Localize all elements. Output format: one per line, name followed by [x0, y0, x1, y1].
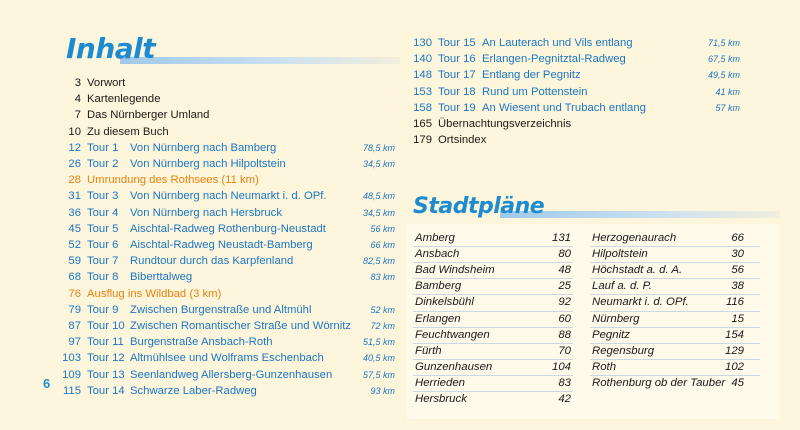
city-name: Bamberg: [415, 280, 462, 293]
contents-heading-bar: [120, 57, 400, 64]
toc-page-number: 179: [413, 134, 432, 147]
city-map-entry[interactable]: [592, 312, 744, 328]
toc-tour-label: Tour 18: [438, 85, 476, 98]
toc-entry[interactable]: [410, 67, 740, 83]
city-name: Hilpoltstein: [592, 248, 648, 261]
city-name: Fürth: [415, 344, 442, 357]
toc-title: Zwischen Romantischer Straße und Wörnitz: [130, 320, 351, 332]
toc-title: Vorwort: [87, 77, 126, 89]
toc-tour-label: Tour 8: [87, 271, 119, 284]
toc-entry[interactable]: [55, 253, 395, 269]
city-map-entry[interactable]: [415, 328, 571, 344]
toc-tour-label: Tour 3: [87, 190, 119, 203]
toc-distance: 41 km: [715, 86, 740, 97]
toc-title: Altmühlsee und Wolframs Eschenbach: [130, 352, 324, 365]
toc-distance: 78,5 km: [362, 142, 395, 153]
toc-page-number: 153: [413, 85, 432, 98]
city-name: Gunzenhausen: [415, 360, 493, 373]
toc-title: Das Nürnberger Umland: [87, 109, 210, 122]
city-map-entry[interactable]: [415, 247, 571, 263]
contents-heading: Inhalt: [66, 32, 156, 65]
toc-entry[interactable]: [410, 100, 740, 116]
toc-distance: 34,5 km: [362, 159, 395, 169]
toc-page-number: 158: [413, 101, 432, 114]
toc-distance: 71,5 km: [707, 38, 740, 48]
toc-entry[interactable]: [55, 237, 395, 253]
toc-entry[interactable]: [55, 318, 395, 334]
toc-entry[interactable]: [55, 124, 395, 140]
toc-title: Burgenstraße Ansbach-Roth: [130, 336, 273, 349]
toc-distance: 72 km: [370, 321, 395, 331]
toc-tour-label: Tour 9: [87, 303, 119, 316]
toc-entry[interactable]: [55, 367, 395, 383]
toc-title: Von Nürnberg nach Bamberg: [130, 141, 277, 154]
toc-page-number: 109: [62, 368, 81, 381]
toc-tour-label: Tour 19: [438, 101, 476, 114]
toc-page-number: 68: [68, 271, 81, 284]
city-map-entry[interactable]: [592, 279, 744, 295]
toc-page-number: 130: [413, 37, 432, 49]
toc-distance: 57,5 km: [362, 369, 395, 380]
toc-entry[interactable]: [55, 350, 395, 366]
toc-title: Seenlandweg Allersberg-Gunzenhausen: [130, 368, 333, 381]
city-name: Rothenburg ob der Tauber: [592, 376, 726, 389]
city-page-number: 131: [551, 232, 571, 244]
toc-page-number: 26: [68, 158, 81, 170]
toc-page-number: 103: [62, 352, 81, 365]
toc-title: Schwarze Laber-Radweg: [130, 384, 257, 397]
city-name: Dinkelsbühl: [415, 296, 474, 309]
city-name: Feuchtwangen: [415, 328, 490, 341]
toc-tour-label: Tour 13: [87, 368, 125, 381]
toc-title: Entlang der Pegnitz: [482, 69, 581, 82]
city-name: Ansbach: [415, 248, 460, 261]
toc-page-number: 3: [74, 77, 81, 89]
toc-page-number: 115: [62, 384, 81, 397]
toc-tour-label: Tour 11: [87, 336, 124, 349]
toc-tour-label: Tour 5: [87, 222, 119, 235]
city-page-number: 88: [558, 328, 571, 341]
toc-title: Biberttalweg: [130, 271, 193, 284]
toc-distance: 56 km: [370, 223, 395, 234]
toc-page-number: 31: [68, 190, 81, 203]
page-number: 6: [43, 376, 51, 391]
toc-tour-label: Tour 10: [87, 320, 125, 332]
city-map-entry[interactable]: [592, 247, 744, 263]
city-name: Pegnitz: [592, 328, 630, 341]
toc-title: Übernachtungsverzeichnis: [438, 118, 572, 130]
toc-page-number: 45: [68, 222, 81, 235]
toc-title: Aischtal-Radweg Neustadt-Bamberg: [130, 239, 313, 251]
toc-tour-label: Tour 2: [87, 158, 119, 170]
toc-title: Umrundung des Rothsees (11 km): [87, 174, 259, 187]
city-name: Herzogenaurach: [592, 232, 677, 244]
toc-page-number: 52: [68, 239, 81, 251]
toc-distance: 51,5 km: [362, 337, 395, 348]
toc-page-number: 79: [68, 303, 81, 316]
city-map-entry[interactable]: [415, 295, 571, 311]
toc-title: Rundtour durch das Karpfenland: [130, 255, 294, 268]
city-map-entry[interactable]: [415, 263, 571, 279]
city-map-entry[interactable]: [415, 312, 571, 328]
city-name: Erlangen: [415, 312, 461, 325]
toc-entry[interactable]: [410, 84, 740, 100]
toc-page-number: 140: [413, 53, 432, 66]
toc-page-number: 10: [68, 125, 81, 138]
toc-entry[interactable]: [410, 132, 740, 148]
toc-page-number: 4: [74, 93, 81, 106]
city-page-number: 70: [558, 344, 571, 357]
toc-entry[interactable]: [55, 91, 395, 107]
city-map-entry[interactable]: [592, 295, 744, 311]
city-page-number: 129: [724, 344, 744, 357]
toc-page-number: 12: [68, 141, 81, 154]
toc-entry[interactable]: [55, 383, 395, 399]
toc-page-number: 148: [413, 69, 432, 82]
toc-entry[interactable]: [410, 35, 740, 51]
city-name: Neumarkt i. d. OPf.: [592, 296, 689, 309]
toc-title: Ortsindex: [438, 134, 487, 147]
city-page-number: 42: [558, 393, 571, 405]
city-page-number: 154: [724, 328, 744, 341]
city-page-number: 92: [558, 296, 571, 309]
city-name: Regensburg: [592, 344, 655, 357]
toc-title: Rund um Pottenstein: [482, 85, 588, 98]
city-name: Amberg: [415, 232, 455, 244]
city-map-entry[interactable]: [592, 263, 744, 279]
toc-distance: 34,5 km: [362, 207, 395, 218]
city-page-number: 60: [558, 312, 571, 325]
toc-title: Ausflug ins Wildbad (3 km): [87, 287, 222, 300]
city-name: Bad Windsheim: [415, 264, 495, 277]
city-map-entry[interactable]: [592, 360, 744, 376]
toc-entry[interactable]: [55, 334, 395, 350]
toc-title: Von Nürnberg nach Hersbruck: [130, 206, 282, 219]
toc-entry[interactable]: [55, 140, 395, 156]
city-map-entry[interactable]: [415, 376, 571, 392]
city-page-number: 66: [731, 232, 744, 244]
toc-tour-label: Tour 14: [87, 384, 125, 397]
toc-distance: 67,5 km: [707, 54, 740, 65]
city-page-number: 45: [731, 376, 744, 389]
toc-tour-label: Tour 12: [87, 352, 125, 365]
toc-distance: 52 km: [370, 304, 395, 315]
toc-distance: 40,5 km: [362, 353, 395, 364]
toc-page-number: 76: [68, 287, 81, 300]
toc-title: An Lauterach und Vils entlang: [482, 37, 633, 49]
toc-page-number: 165: [413, 118, 432, 130]
city-name: Roth: [592, 360, 617, 373]
toc-distance: 83 km: [370, 272, 395, 283]
toc-entry[interactable]: [55, 188, 395, 204]
city-name: Lauf a. d. P.: [592, 280, 652, 293]
toc-tour-label: Tour 4: [87, 206, 119, 219]
city-page-number: 83: [558, 376, 571, 389]
city-page-number: 25: [558, 280, 571, 293]
toc-page-number: 36: [68, 206, 81, 219]
city-maps-heading: Stadtpläne: [413, 194, 545, 219]
city-map-entry[interactable]: [592, 231, 744, 247]
toc-page-number: 97: [68, 336, 81, 349]
city-page-number: 30: [731, 248, 744, 261]
toc-entry[interactable]: [55, 302, 395, 318]
toc-entry[interactable]: [410, 116, 740, 132]
toc-tour-label: Tour 16: [438, 53, 476, 66]
toc-entry[interactable]: [55, 286, 395, 302]
toc-distance: 48,5 km: [362, 191, 395, 202]
city-page-number: 116: [725, 296, 744, 309]
toc-title: Zu diesem Buch: [87, 125, 169, 138]
toc-tour-label: Tour 1: [87, 141, 119, 154]
city-page-number: 48: [558, 264, 571, 277]
toc-entry[interactable]: [55, 75, 395, 91]
city-name: Höchstadt a. d. A.: [592, 264, 683, 277]
toc-title: Kartenlegende: [87, 93, 161, 106]
toc-tour-label: Tour 15: [438, 37, 476, 49]
city-name: Nürnberg: [592, 312, 640, 325]
city-map-entry[interactable]: [415, 231, 571, 247]
toc-entry[interactable]: [55, 221, 395, 237]
city-page-number: 104: [551, 360, 571, 373]
toc-entry[interactable]: [410, 51, 740, 67]
city-map-entry[interactable]: [415, 344, 571, 360]
city-map-entry[interactable]: [415, 360, 571, 376]
city-map-entry[interactable]: [415, 392, 571, 408]
toc-page-number: 87: [68, 320, 81, 332]
toc-distance: 93 km: [370, 385, 395, 396]
city-page-number: 15: [731, 312, 744, 325]
toc-tour-label: Tour 17: [438, 69, 476, 82]
city-map-entry[interactable]: [592, 328, 744, 344]
toc-distance: 82,5 km: [362, 256, 395, 267]
city-page-number: 38: [731, 280, 744, 293]
toc-distance: 49,5 km: [707, 70, 740, 81]
city-page-number: 102: [724, 360, 744, 373]
city-name: Hersbruck: [415, 393, 467, 405]
toc-title: Erlangen-Pegnitztal-Radweg: [482, 53, 626, 66]
toc-title: Von Nürnberg nach Hilpoltstein: [130, 158, 286, 170]
toc-title: Von Nürnberg nach Neumarkt i. d. OPf.: [130, 190, 327, 203]
toc-tour-label: Tour 6: [87, 239, 119, 251]
city-page-number: 80: [558, 248, 571, 261]
toc-title: Aischtal-Radweg Rothenburg-Neustadt: [130, 222, 326, 235]
toc-page-number: 28: [68, 174, 81, 187]
toc-entry[interactable]: [55, 269, 395, 285]
city-page-number: 56: [731, 264, 744, 277]
toc-page-number: 59: [68, 255, 81, 268]
toc-tour-label: Tour 7: [87, 255, 119, 268]
toc-distance: 57 km: [715, 102, 740, 113]
city-name: Herrieden: [415, 376, 466, 389]
toc-entry[interactable]: [55, 172, 395, 188]
toc-title: Zwischen Burgenstraße und Altmühl: [130, 303, 312, 316]
toc-entry[interactable]: [55, 107, 395, 123]
toc-entry[interactable]: [55, 205, 395, 221]
toc-distance: 66 km: [370, 240, 395, 250]
city-map-entry[interactable]: [592, 376, 744, 392]
city-map-entry[interactable]: [415, 279, 571, 295]
city-map-entry[interactable]: [592, 344, 744, 360]
toc-entry[interactable]: [55, 156, 395, 172]
toc-page-number: 7: [74, 109, 81, 122]
toc-title: An Wiesent und Trubach entlang: [482, 101, 646, 114]
